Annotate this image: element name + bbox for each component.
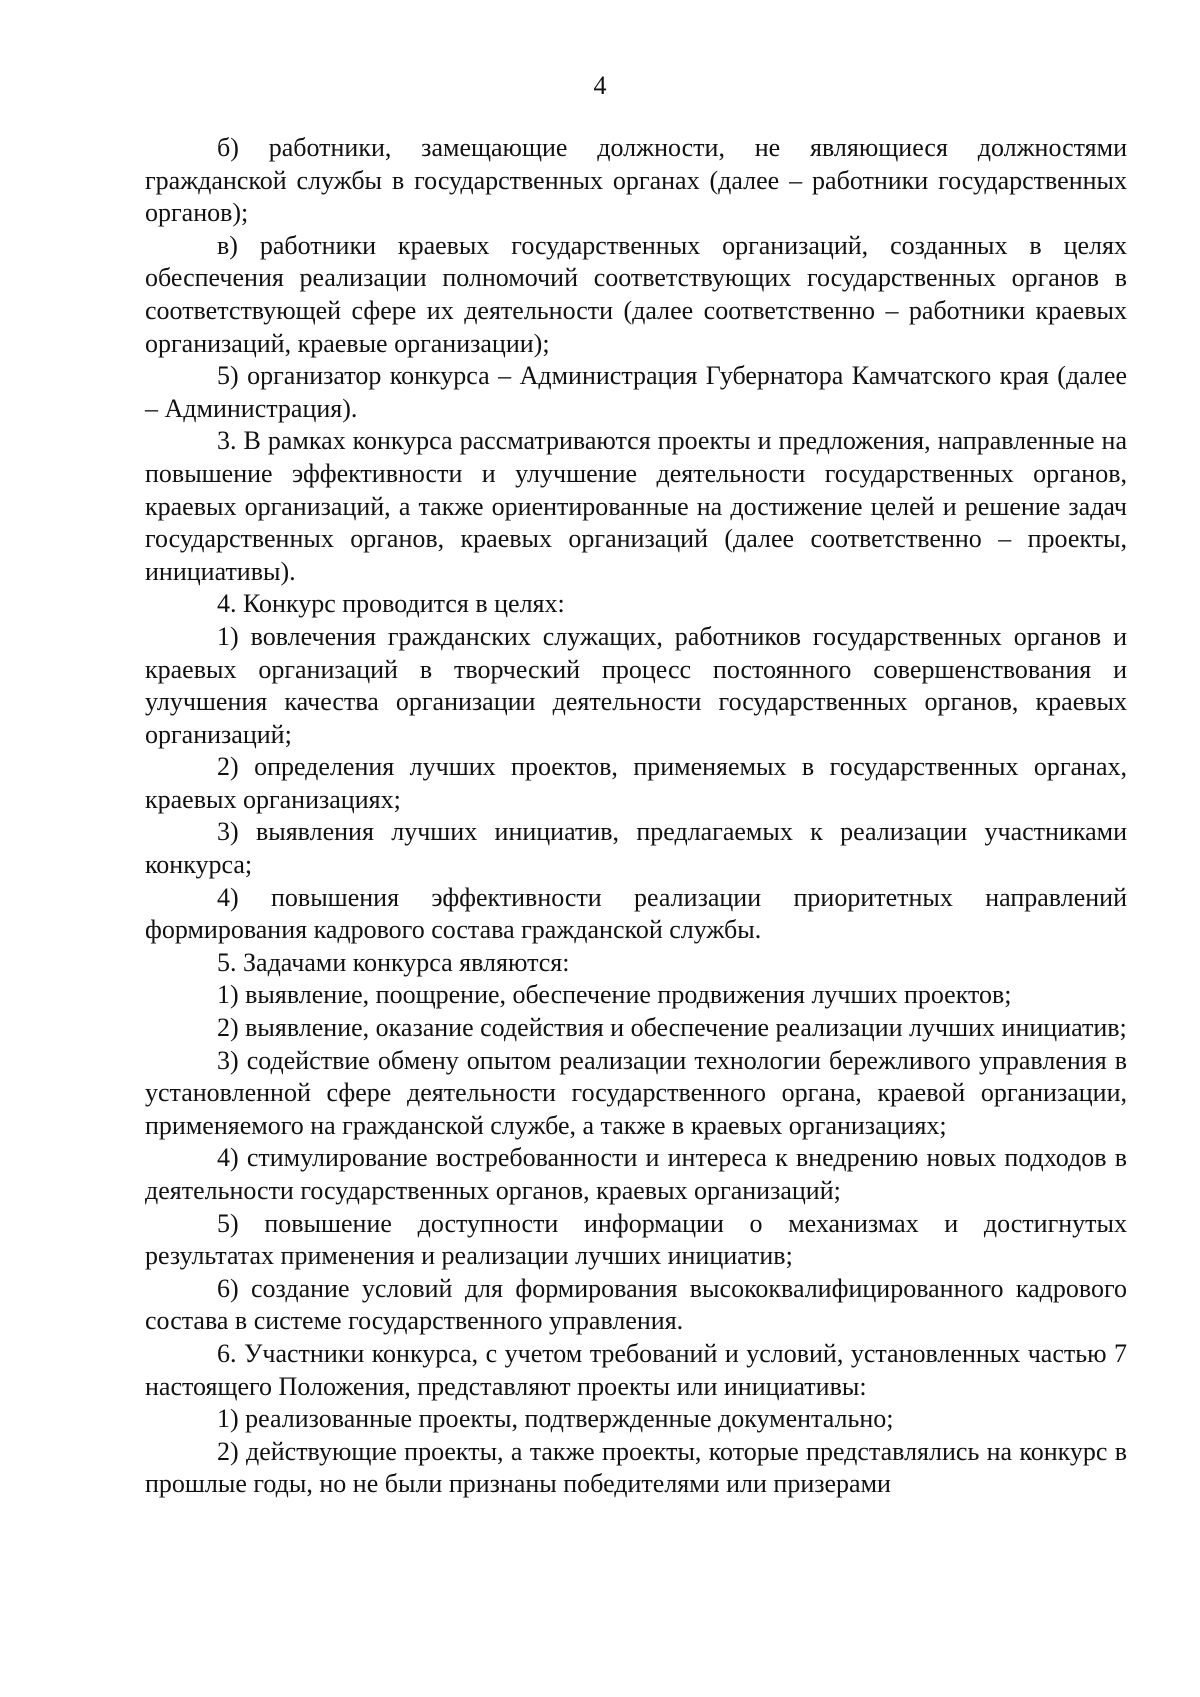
paragraph: 5) организатор конкурса – Администрация Губернатора Камчатского края (далее – Администрация). [145, 361, 1127, 423]
document-body [145, 132, 1127, 1501]
paragraph: 2) действующие проекты, а также проекты, которые представлялись на конкурс в прошлые годы, но не были признаны победителями или призерами [145, 1436, 1127, 1499]
paragraph: 4) повышения эффективности реализации приоритетных направлений формирования кадрового состава гражданской службы. [145, 882, 1127, 945]
paragraph: 1) выявление, поощрение, обеспечение продвижения лучших проектов; [217, 980, 1012, 1010]
paragraph: 3) содействие обмену опытом реализации технологии бережливого управления в установленной сфере деятельности государственного органа, краевой организации, применяемого на гражданской службе, а также в краевых организациях; [145, 1045, 1127, 1140]
paragraph: б) работники, замещающие должности, не являющиеся должностями гражданской службы в государственных органах (далее – работники государственных органов); [145, 133, 1127, 228]
paragraph: 2) выявление, оказание содействия и обеспечение реализации лучших инициатив; [217, 1013, 1127, 1043]
paragraph: 1) вовлечения гражданских служащих, работников государственных органов и краевых организаций в творческий процесс постоянного совершенствования и улучшения качества организации деятельности государственных органов, краевых организаций; [145, 621, 1127, 749]
paragraph: 3) выявления лучших инициатив, предлагаемых к реализации участниками конкурса; [145, 817, 1127, 880]
paragraph: 6. Участники конкурса, с учетом требований и условий, установленных частью 7 настоящего Положения, представляют проекты или инициативы: [145, 1338, 1127, 1401]
paragraph: 4. Конкурс проводится в целях: [217, 589, 565, 619]
paragraph: 1) реализованные проекты, подтвержденные документально; [217, 1404, 894, 1434]
paragraph: 3. В рамках конкурса рассматриваются проекты и предложения, направленные на повышение эффективности и улучшение деятельности государственных органов, краевых организаций, а также ориентированные на достижение целей и решение задач государственных органов, краевых организаций (далее соответственно – проекты, инициативы). [145, 426, 1127, 586]
paragraph: 4) стимулирование востребованности и интереса к внедрению новых подходов в деятельности государственных органов, краевых организаций; [145, 1143, 1127, 1205]
paragraph: в) работники краевых государственных организаций, созданных в целях обеспечения реализации полномочий соответствующих государственных органов в соответствующей сфере их деятельности (далее соответственно – работники краевых организаций, краевые организации); [145, 230, 1127, 358]
page-number: 4 [593, 71, 607, 100]
paragraph: 6) создание условий для формирования высококвалифицированного кадрового состава в системе государственного управления. [145, 1273, 1127, 1336]
paragraph: 5) повышение доступности информации о механизмах и достигнутых результатах применения и реализации лучших инициатив; [145, 1208, 1127, 1271]
paragraph: 2) определения лучших проектов, применяемых в государственных органах, краевых организациях; [145, 752, 1127, 814]
paragraph: 5. Задачами конкурса являются: [217, 947, 570, 977]
